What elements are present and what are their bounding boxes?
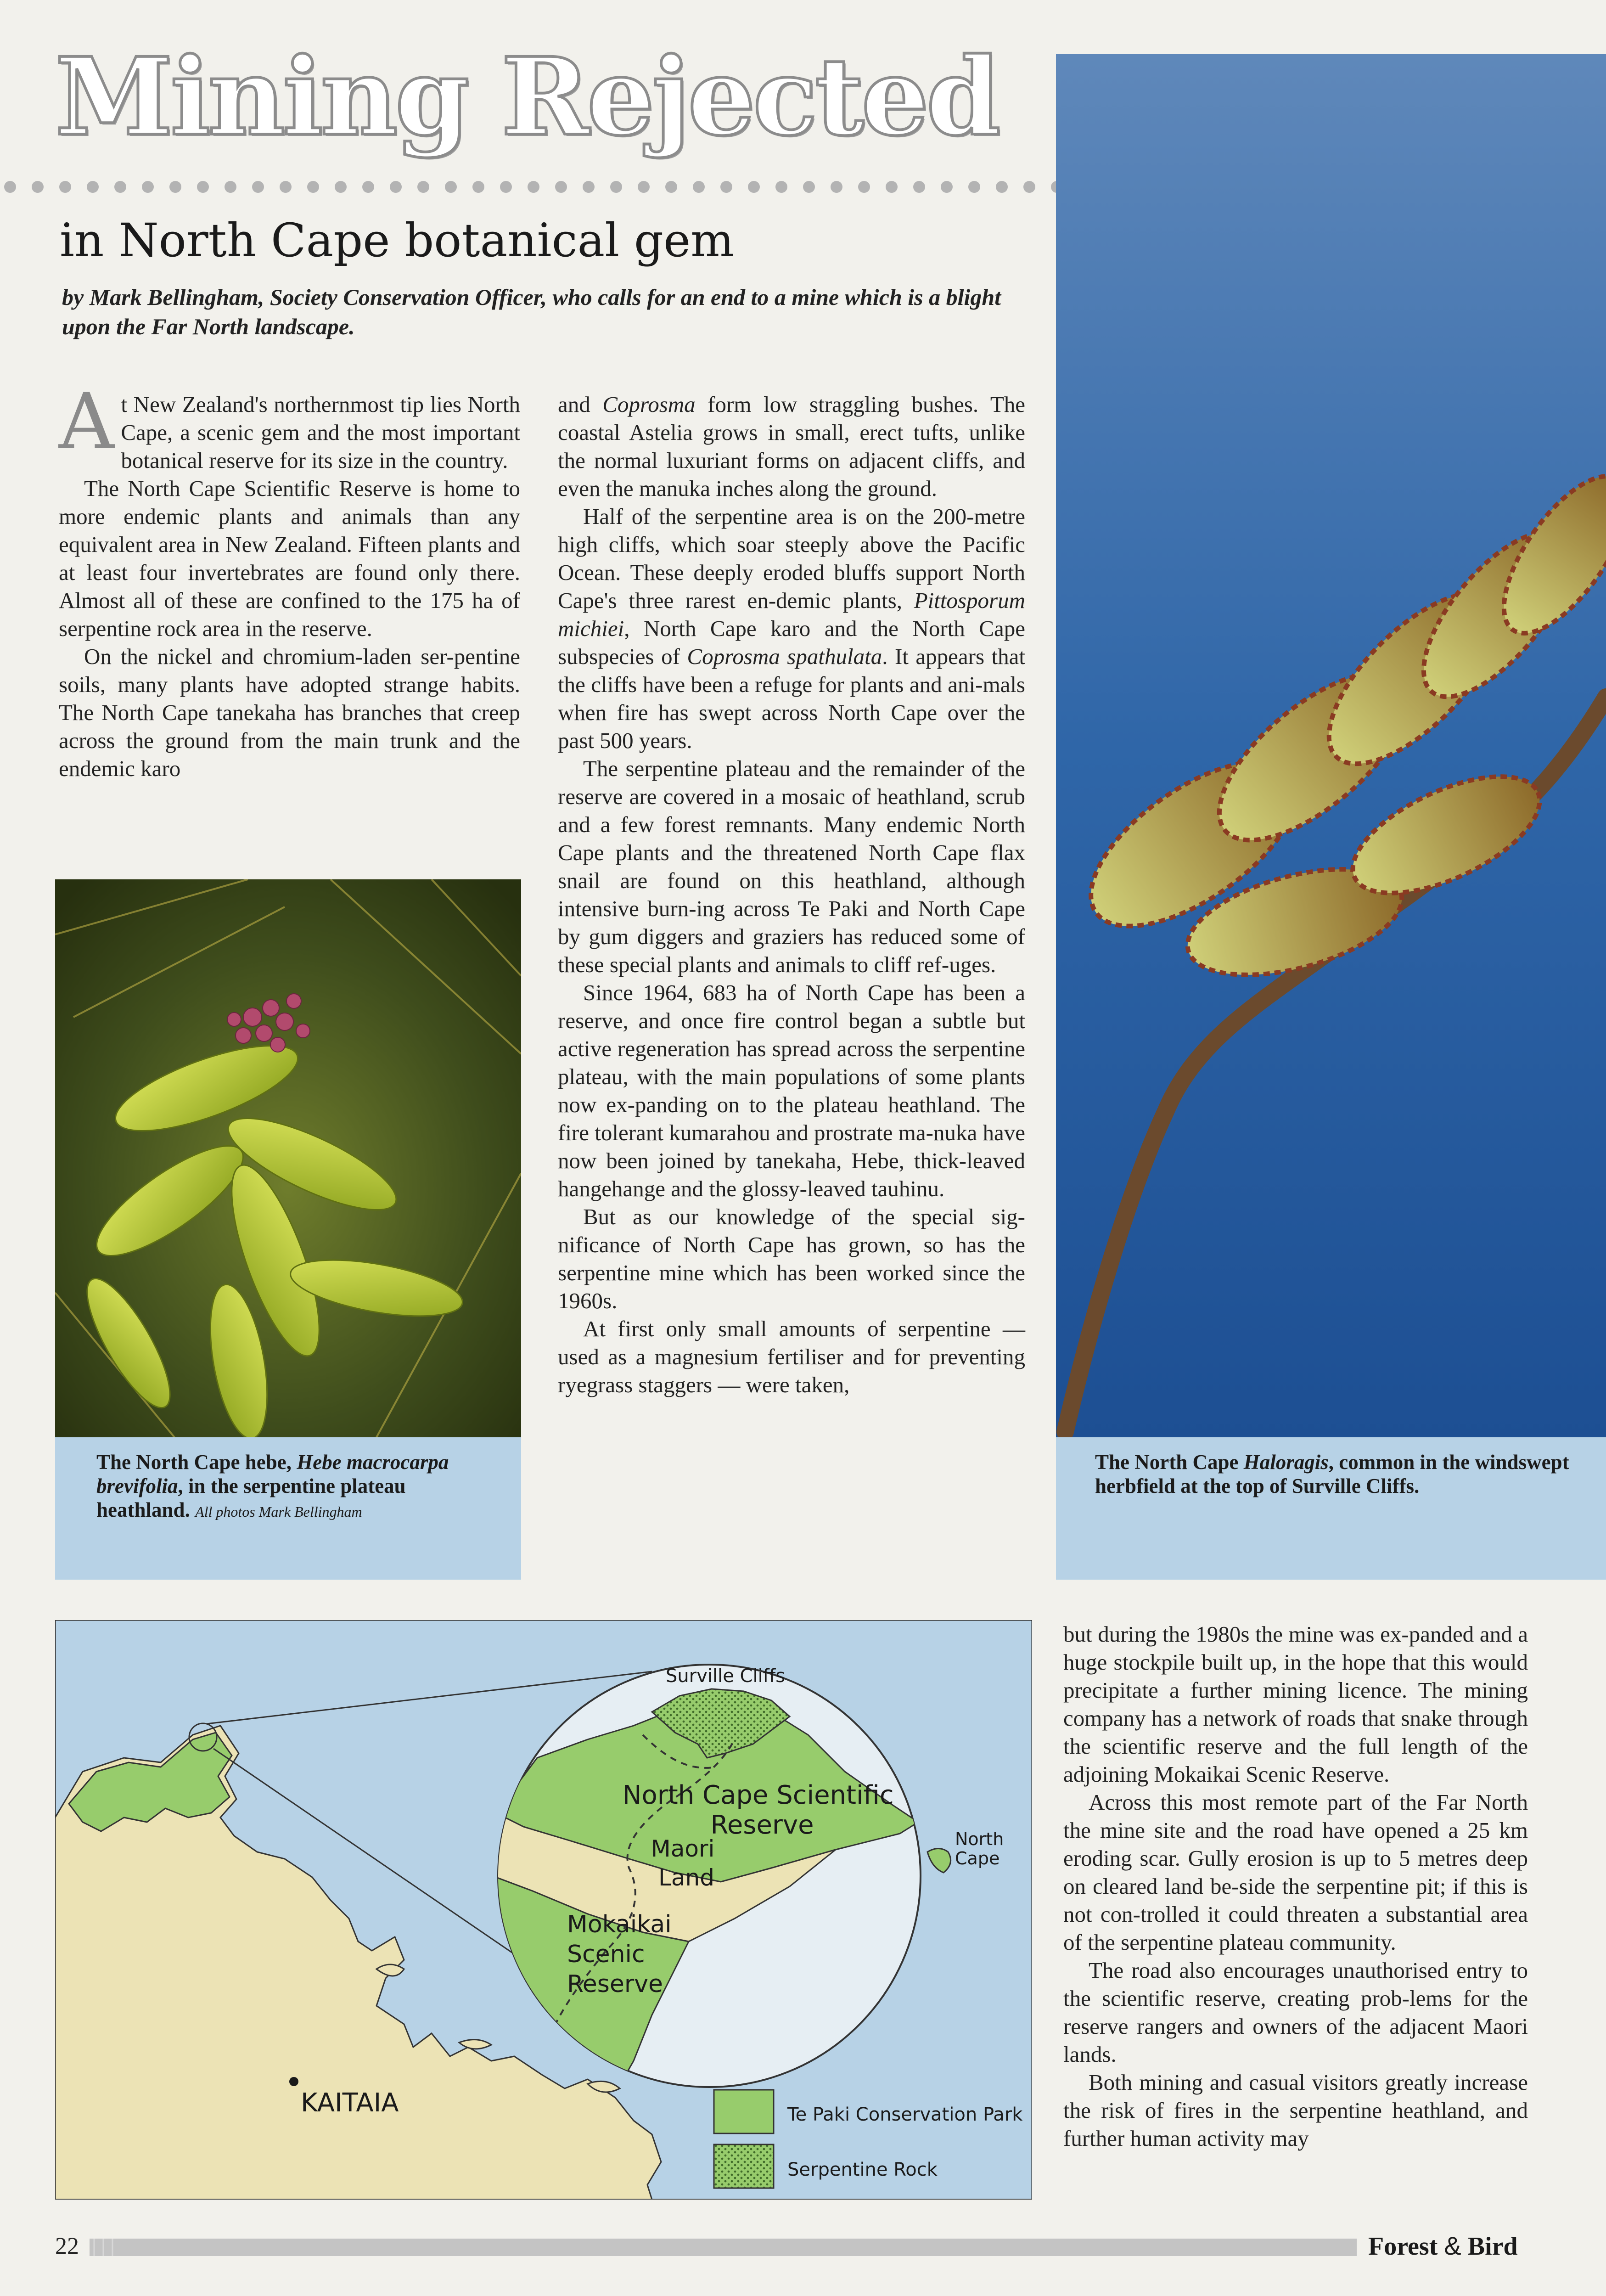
dotted-rule: [0, 177, 1065, 197]
hebe-caption: The North Cape hebe, Hebe macrocarpa brevifolia, in the serpentine plateau heathland. All photos Mark Bellingham: [96, 1451, 449, 1521]
byline: by Mark Bellingham, Society Conservation Officer, who calls for an end to a mine which is a blight upon the Far North landscape.: [62, 284, 1001, 339]
article-column-2: [558, 390, 1025, 1399]
subheadline: in North Cape botanical gem: [60, 214, 734, 267]
north-cape-map: [55, 1620, 1032, 2200]
surville-cliffs-label: Surville Cliffs: [666, 1666, 786, 1687]
footer-rule: [90, 2239, 1357, 2256]
north-cape-label: North Cape: [955, 1829, 1004, 1868]
haloragis-photo: [1056, 54, 1606, 1437]
legend-te-paki-label: Te Paki Conservation Park: [787, 2104, 1023, 2125]
drop-cap: A: [59, 377, 115, 467]
mokaikai-label: Mokaikai Scenic Reserve: [567, 1911, 672, 1998]
article-paragraph: On the nickel and chromium-laden ser-pentine soils, many plants have adopted strange habits. The North Cape tanekaha has branches that creep across the ground from the main trunk and the endemic karo: [59, 644, 520, 781]
kaitaia-label: KAITAIA: [301, 2088, 399, 2118]
legend-serpentine-swatch: [714, 2144, 774, 2188]
article-paragraph: Both mining and casual visitors greatly increase the risk of fires in the serpentine heathland, and further human activity may: [1063, 2070, 1528, 2151]
maori-land-label: Maori Land: [651, 1835, 715, 1891]
article-paragraph: The serpentine plateau and the remainder of the reserve are covered in a mosaic of heathland, scrub and a few forest remnants. Many endemic North Cape plants and the threatened North Cape flax snail are found on this heathland, although intensive burn-ing across Te Paki and North Cape by gum diggers and graziers has reduced some of these special plants and animals to cliff ref-uges.: [558, 756, 1025, 977]
hebe-photo: [55, 879, 521, 1437]
article-paragraph: The North Cape Scientific Reserve is home to more endemic plants and animals than any equivalent area in New Zealand. Fifteen plants and at least four invertebrates are found only there. Almost all of these are confined to the 175 ha of serpentine rock area in the reserve.: [59, 476, 520, 641]
article-paragraph: Across this most remote part of the Far North the mine site and the road have opened a 25 km eroding scar. Gully erosion is up to 5 metres deep on cleared land be-side the serpentine pit; if this is not con-trolled it could threaten a substantial area of the serpentine plateau community.: [1063, 1790, 1528, 1955]
article-paragraph: But as our knowledge of the special sig-nificance of North Cape has grown, so has the serpentine mine which has been worked since the 1960s.: [558, 1204, 1025, 1313]
headline: Mining Rejected: [55, 34, 998, 159]
article-paragraph: At first only small amounts of serpentine — used as a magnesium fertiliser and for preventing ryegrass staggers — were taken,: [558, 1316, 1025, 1397]
page-number: 22: [55, 2233, 79, 2259]
scientific-reserve-label: North Cape Scientific Reserve: [622, 1780, 894, 1840]
legend-serpentine-label: Serpentine Rock: [787, 2159, 938, 2180]
legend-te-paki-swatch: [714, 2090, 774, 2133]
article-paragraph: The road also encourages unauthorised entry to the scientific reserve, creating prob-lems for the reserve rangers and owners of the adjacent Maori lands.: [1063, 1958, 1528, 2067]
haloragis-caption: The North Cape Haloragis, common in the windswept herbfield at the top of Surville Cliffs.: [1095, 1451, 1569, 1497]
hebe-caption-box: [55, 1437, 521, 1580]
article-paragraph: At New Zealand's northernmost tip lies North Cape, a scenic gem and the most important botanical reserve for its size in the country.: [59, 377, 520, 473]
article-paragraph: and Coprosma form low straggling bushes. The coastal Astelia grows in small, erect tufts, unlike the normal luxuriant forms on adjacent cliffs, and even the manuka inches along the ground.: [558, 392, 1026, 501]
article-paragraph: but during the 1980s the mine was ex-panded and a huge stockpile built up, in the hope that this would precipitate a further mining licence. The mining company has a network of roads that snake through the scientific reserve and the full length of the adjoining Mokaikai Scenic Reserve.: [1063, 1621, 1528, 1787]
magazine-title: Forest & Bird: [1368, 2231, 1518, 2261]
article-paragraph: Since 1964, 683 ha of North Cape has been a reserve, and once fire control began a subtle but active regeneration has spread across the serpentine plateau, with the main populations of some plants now ex-panding on to the plateau heathland. The fire tolerant kumarahou and prostrate ma-nuka have now been joined by tanekaha, Hebe, thick-leaved hangehange and the glossy-leaved tauhinu.: [558, 980, 1025, 1201]
article-column-3: [1063, 1620, 1528, 2152]
article-column-1: [59, 377, 520, 782]
article-paragraph: Half of the serpentine area is on the 200-metre high cliffs, which soar steeply above the Pacific Ocean. These deeply eroded bluffs support North Cape's three rarest en-demic plants, Pittosporum michiei, North Cape karo and the North Cape subspecies of Coprosma spathulata. It appears that the cliffs have been a refuge for plants and ani-mals when fire has swept across North Cape over the past 500 years.: [558, 504, 1025, 753]
haloragis-caption-box: [1056, 1437, 1606, 1580]
photo-credit: All photos Mark Bellingham: [195, 1503, 362, 1520]
kaitaia-marker: [289, 2077, 298, 2086]
